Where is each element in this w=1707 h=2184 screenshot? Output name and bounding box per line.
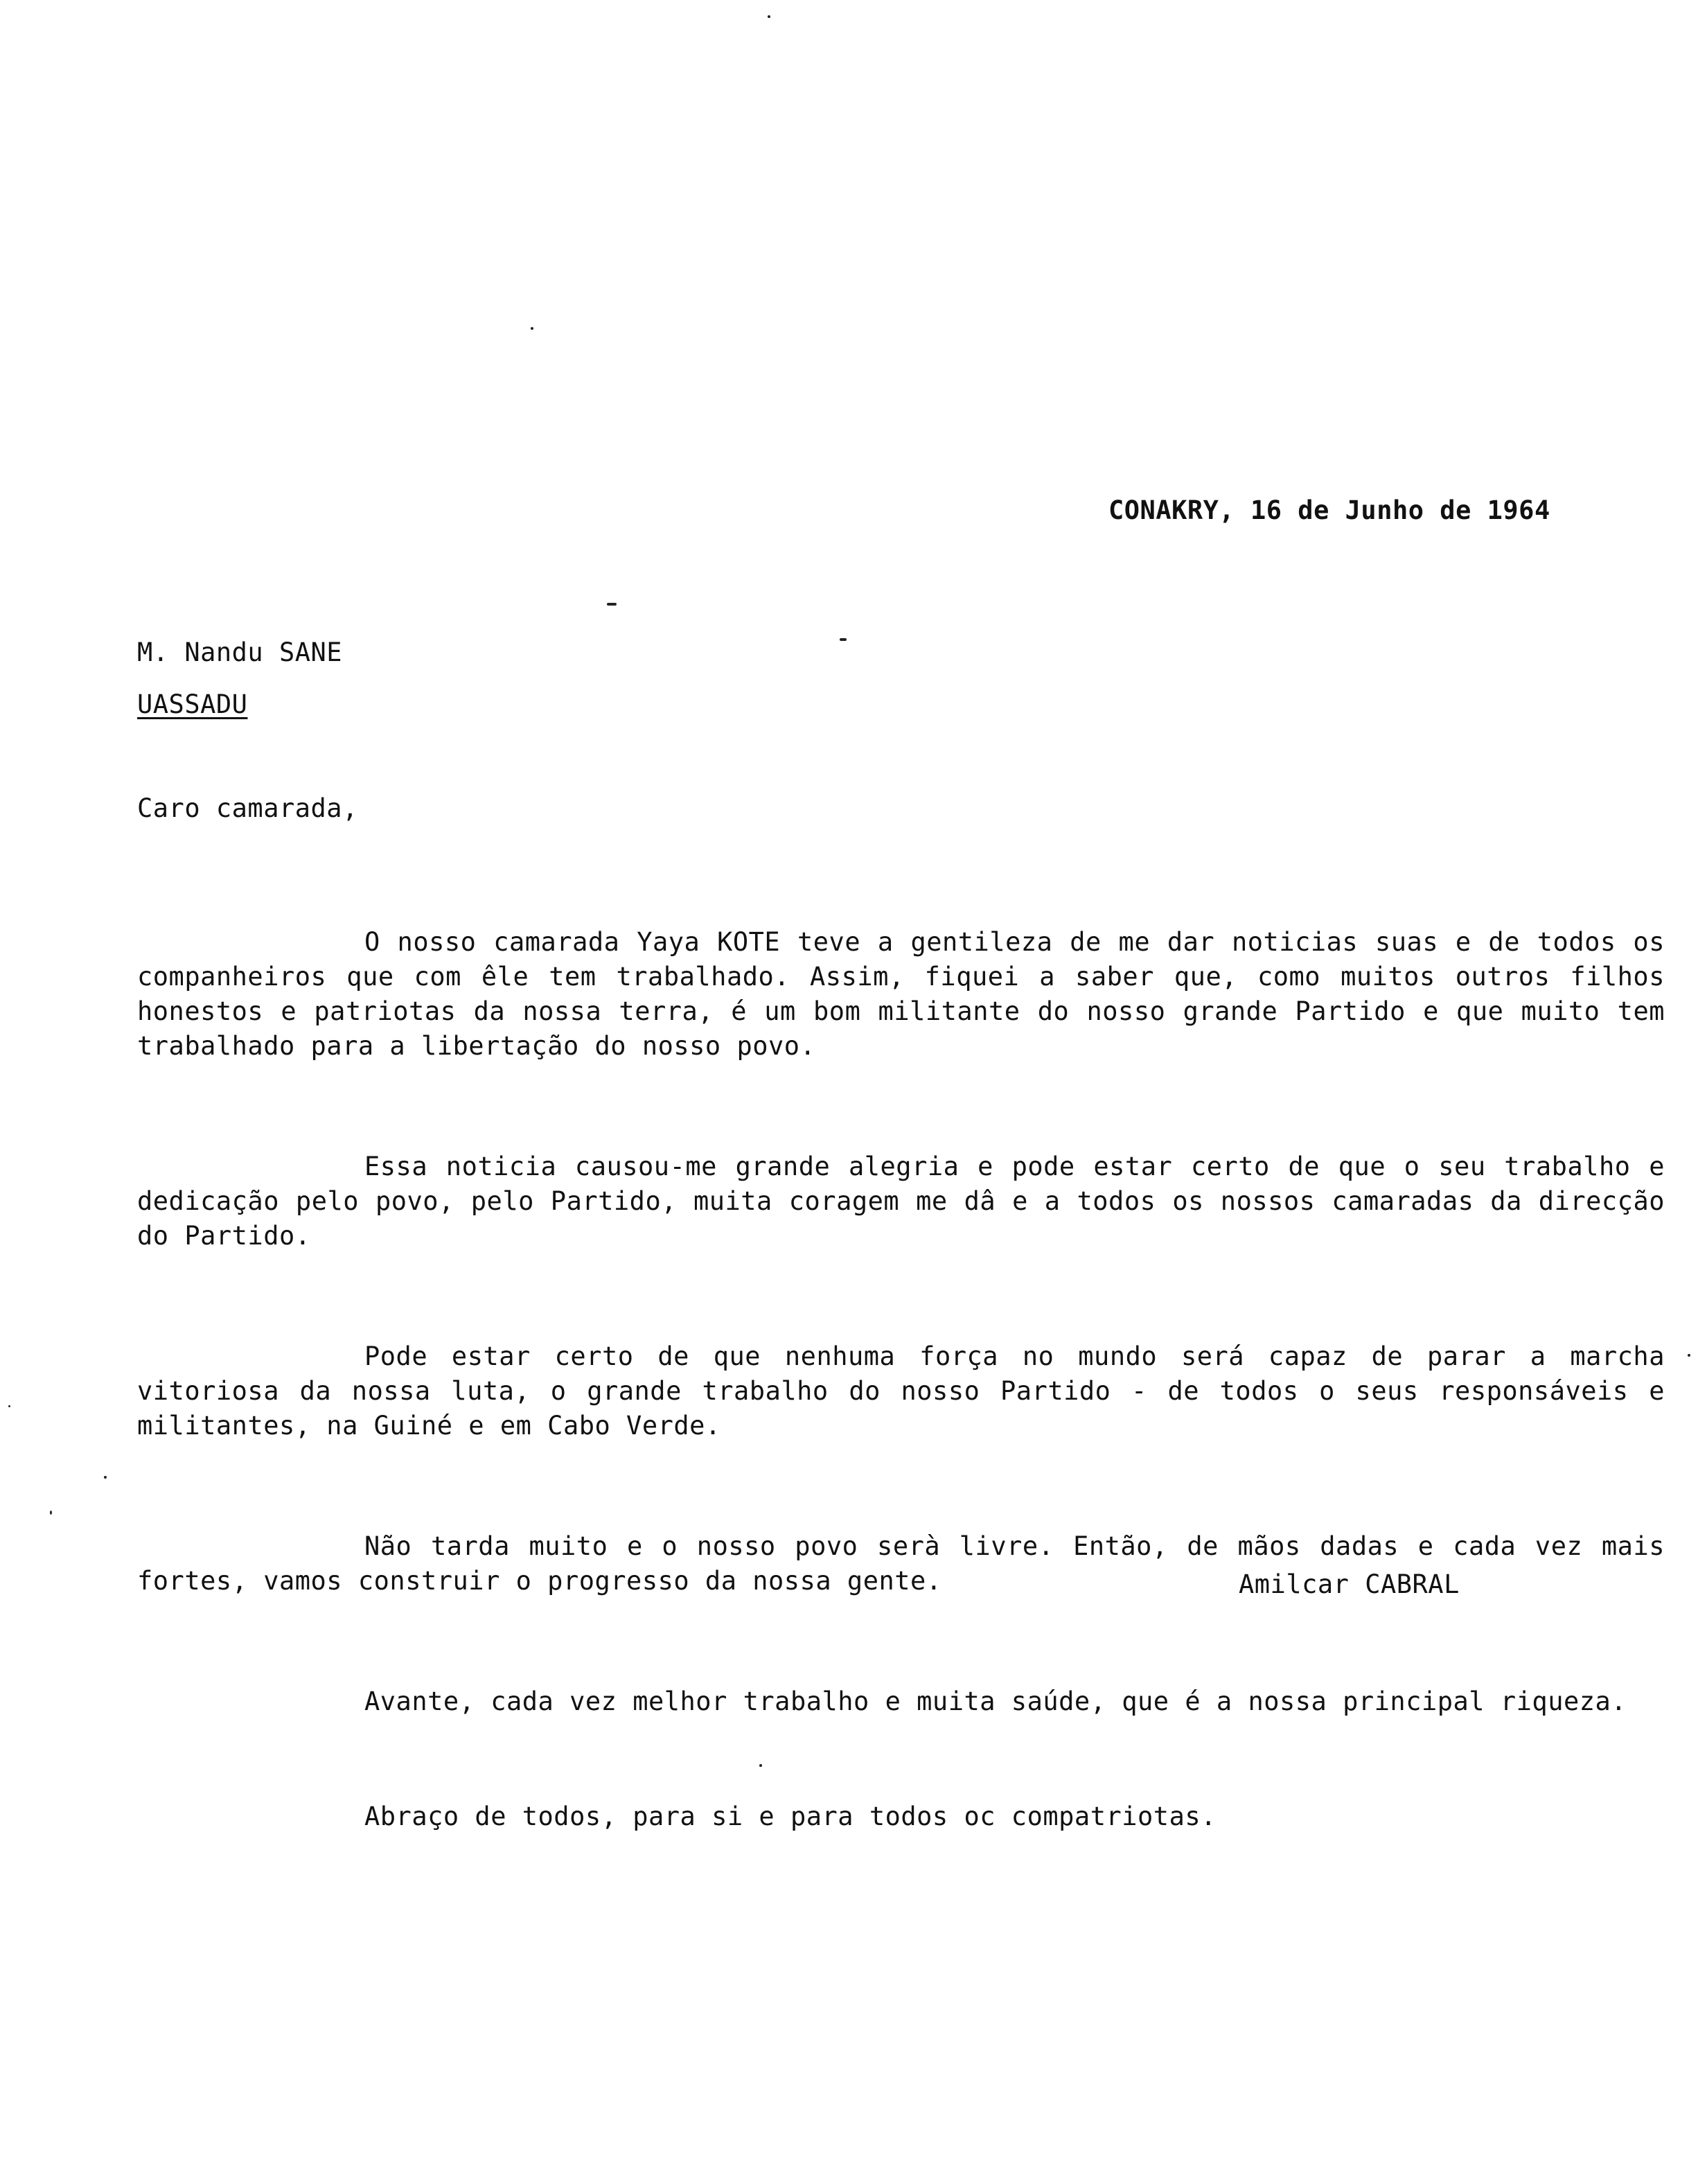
scan-speck	[840, 638, 847, 641]
paragraph: Essa noticia causou-me grande alegria e pode estar certo de que o seu trabalho e dedicação pelo povo, pelo Partido, muita coragem me dâ e a todos os nossos camaradas da direcção do Partido.	[137, 1152, 1681, 1251]
scan-speck	[607, 603, 617, 606]
paragraph: Não tarda muito e o nosso povo serà livre. Então, de mãos dadas e cada vez mais fortes, vamos construir o progresso da nossa gente.	[137, 1531, 1681, 1596]
dateline: CONAKRY, 16 de Junho de 1964	[1108, 495, 1550, 525]
salutation: Caro camarada,	[137, 793, 358, 823]
recipient-name: M. Nandu SANE	[137, 637, 343, 667]
paragraph: Pode estar certo de que nenhuma força no mundo será capaz de parar a marcha vitoriosa da nossa luta, o grande trabalho do nosso Partido - de todos o seus responsáveis e militantes, na Guiné e em Cabo Verde.	[137, 1341, 1681, 1441]
scan-speck	[531, 327, 533, 330]
scan-speck	[759, 1764, 762, 1767]
closing-line: Avante, cada vez melhor trabalho e muita saúde, que é a nossa principal riqueza.	[364, 1687, 1627, 1716]
closing-line: Abraço de todos, para si e para todos oc compatriotas.	[364, 1802, 1217, 1831]
scan-speck	[1688, 1354, 1690, 1357]
letter-body	[137, 856, 1681, 1914]
scan-speck	[50, 1511, 52, 1515]
recipient-place: UASSADU	[137, 689, 248, 719]
scan-speck	[104, 1476, 107, 1479]
scan-speck	[8, 1405, 10, 1407]
signature: Amilcar CABRAL	[1239, 1569, 1460, 1599]
scan-speck	[768, 15, 770, 18]
paragraph: O nosso camarada Yaya KOTE teve a gentileza de me dar noticias suas e de todos os companheiros que com êle tem trabalhado. Assim, fiquei a saber que, como muitos outros filhos honestos e patriotas da nossa terra, é um bom militante do nosso grande Partido e que muito tem trabalhado para a libertação do nosso povo.	[137, 927, 1681, 1061]
